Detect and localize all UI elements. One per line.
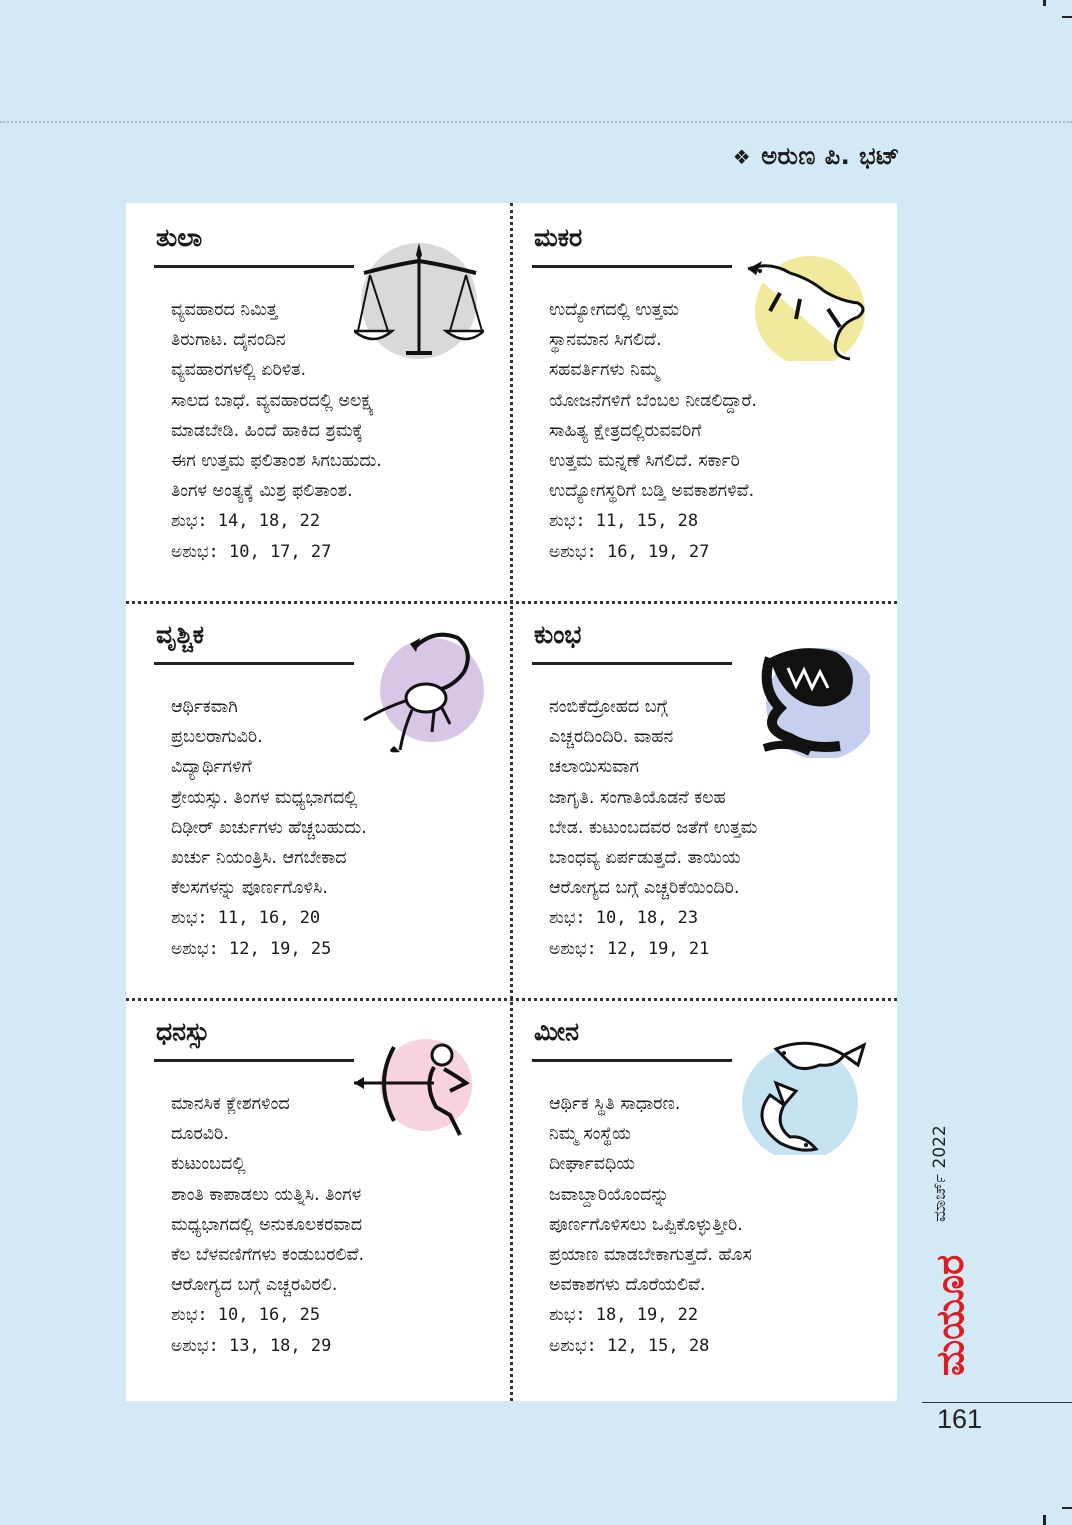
text-line: ಮಾಡಬೇಡಿ. ಹಿಂದೆ ಹಾಕಿದ ಶ್ರಮಕ್ಕೆ: [171, 420, 363, 441]
crop-mark-bottom: [1043, 1515, 1046, 1525]
text-line: ಶಾಂತಿ ಕಾಪಾಡಲು ಯತ್ನಿಸಿ. ತಿಂಗಳ: [171, 1184, 362, 1205]
title-underline: [154, 265, 354, 268]
text-line: ಬೇಡ. ಕುಟುಂಬದವರ ಜತೆಗೆ ಉತ್ತಮ: [549, 817, 758, 838]
author-name: ಅರುಣ ಪಿ. ಭಟ್: [761, 142, 900, 170]
ashubha-days: ಅಶುಭ: 10, 17, 27: [171, 541, 332, 562]
text-line: ಉತ್ತಮ ಮನ್ನಣೆ ಸಿಗಲಿದೆ. ಸರ್ಕಾರಿ: [549, 451, 740, 472]
page-number: 161: [937, 1404, 983, 1434]
text-line: ಉದ್ಯೋಗದಲ್ಲಿ ಉತ್ತಮ: [549, 300, 680, 320]
title-underline: [154, 1059, 354, 1062]
text-line: ಈಗ ಉತ್ತಮ ಫಲಿತಾಂಶ ಸಿಗಬಹುದು.: [171, 451, 382, 472]
sign-card-vrischika: [126, 600, 511, 998]
shubha-days: ಶುಭ: 11, 16, 20: [171, 908, 321, 929]
text-line: ಸಾಹಿತ್ಯ ಕ್ಷೇತ್ರದಲ್ಲಿರುವವರಿಗೆ: [549, 420, 702, 441]
text-line: ಕೆಲ ಬೆಳವಣಿಗೆಗಳು ಕಂಡುಬರಲಿವೆ.: [171, 1245, 365, 1266]
text-line: ಪೂರ್ಣಗೊಳಿಸಲು ಒಪ್ಪಿಕೊಳ್ಳುತ್ತೀರಿ.: [549, 1214, 743, 1235]
text-line: ಬಾಂಧವ್ಯ ಏರ್ಪಡುತ್ತದೆ. ತಾಯಿಯ: [549, 848, 741, 869]
title-underline: [154, 662, 354, 665]
sign-title: ವೃಶ್ಚಿಕ: [156, 620, 205, 649]
footer-rule: [922, 1402, 1072, 1403]
sign-title: ಮೀನ: [534, 1017, 580, 1046]
text-line: ದೀರ್ಘಾವಧಿಯ: [549, 1154, 636, 1175]
text-line: ದೂರವಿರಿ.: [171, 1124, 229, 1145]
text-line: ಜವಾಬ್ದಾರಿಯೊಂದನ್ನು: [549, 1184, 670, 1205]
ashubha-days: ಅಶುಭ: 12, 19, 21: [549, 938, 710, 959]
title-underline: [532, 1059, 732, 1062]
text-line: ಆರ್ಥಿಕವಾಗಿ: [171, 697, 238, 717]
text-line: ಜಾಗೃತಿ. ಸಂಗಾತಿಯೊಡನೆ ಕಲಹ: [549, 787, 726, 808]
text-line: ನಂಬಿಕೆದ್ರೋಹದ ಬಗ್ಗೆ: [549, 697, 668, 717]
sign-body: [549, 692, 879, 964]
text-line: ಖರ್ಚು ನಿಯಂತ್ರಿಸಿ. ಆಗಬೇಕಾದ: [171, 848, 347, 869]
text-line: ತಿಂಗಳ ಅಂತ್ಯಕ್ಕೆ ಮಿಶ್ರ ಫಲಿತಾಂಶ.: [171, 481, 353, 502]
issue-date: ಮಾರ್ಚ್ 2022: [930, 1125, 950, 1222]
text-line: ನಿಮ್ಮ ಸಂಸ್ಥೆಯ: [549, 1124, 631, 1145]
text-line: ವ್ಯವಹಾರದ ನಿಮಿತ್ತ: [171, 300, 278, 320]
text-line: ದಿಢೀರ್ ಖರ್ಚುಗಳು ಹೆಚ್ಚಬಹುದು.: [171, 817, 367, 838]
shubha-days: ಶುಭ: 18, 19, 22: [549, 1305, 699, 1326]
shubha-days: ಶುಭ: 10, 18, 23: [549, 908, 699, 929]
shubha-days: ಶುಭ: 10, 16, 25: [171, 1305, 321, 1326]
shubha-days: ಶುಭ: 14, 18, 22: [171, 511, 321, 532]
text-line: ಯೋಜನೆಗಳಿಗೆ ಬೆಂಬಲ ನೀಡಲಿದ್ದಾರೆ.: [549, 390, 757, 411]
header-dotted-divider: [0, 121, 1072, 123]
text-line: ವ್ಯವಹಾರಗಳಲ್ಲಿ ಏರಿಳಿತ.: [171, 360, 307, 381]
sign-body: [171, 295, 501, 567]
crop-mark-top-right: [1062, 16, 1072, 18]
sign-title: ಮಕರ: [534, 223, 583, 252]
ashubha-days: ಅಶುಭ: 13, 18, 29: [171, 1335, 332, 1356]
shubha-days: ಶುಭ: 11, 15, 28: [549, 511, 699, 532]
sign-card-kumbha: [512, 600, 897, 998]
text-line: ಉದ್ಯೋಗಸ್ಥರಿಗೆ ಬಡ್ತಿ ಅವಕಾಶಗಳಿವೆ.: [549, 481, 755, 502]
title-underline: [532, 662, 732, 665]
text-line: ತಿರುಗಾಟ. ದೈನಂದಿನ: [171, 330, 286, 351]
sign-title: ತುಲಾ: [156, 223, 203, 252]
ashubha-days: ಅಶುಭ: 16, 19, 27: [549, 541, 710, 562]
text-line: ಶ್ರೇಯಸ್ಸು. ತಿಂಗಳ ಮಧ್ಯಭಾಗದಲ್ಲಿ: [171, 787, 358, 808]
sign-title: ಧನಸ್ಸು: [156, 1017, 210, 1046]
magazine-logo: ಮಯೂರ: [928, 1254, 972, 1376]
author-byline: [733, 142, 900, 170]
text-line: ಸಾಲದ ಬಾಧೆ. ವ್ಯವಹಾರದಲ್ಲಿ ಅಲಕ್ಷ್ಯ: [171, 390, 374, 411]
text-line: ಆರೋಗ್ಯದ ಬಗ್ಗೆ ಎಚ್ಚರವಿರಲಿ.: [171, 1275, 338, 1296]
ashubha-days: ಅಶುಭ: 12, 19, 25: [171, 938, 332, 959]
sign-body: [549, 1089, 879, 1361]
text-line: ಮಾನಸಿಕ ಕ್ಲೇಶಗಳಿಂದ: [171, 1094, 290, 1114]
sign-body: [171, 1089, 501, 1361]
horoscope-panel: [126, 203, 897, 1401]
text-line: ಪ್ರಯಾಣ ಮಾಡಬೇಕಾಗುತ್ತದೆ. ಹೊಸ: [549, 1245, 752, 1266]
text-line: ಕುಟುಂಬದಲ್ಲಿ: [171, 1154, 246, 1175]
bullet-icon: ❖: [732, 145, 752, 169]
text-line: ಎಚ್ಚರದಿಂದಿರಿ. ವಾಹನ: [549, 727, 674, 748]
text-line: ಪ್ರಬಲರಾಗುವಿರಿ.: [171, 727, 263, 748]
crop-mark-bottom-right: [1062, 1507, 1072, 1509]
text-line: ಕೆಲಸಗಳನ್ನು ಪೂರ್ಣಗೊಳಿಸಿ.: [171, 878, 328, 899]
crop-mark-top: [1043, 0, 1046, 6]
text-line: ಅವಕಾಶಗಳು ದೊರೆಯಲಿವೆ.: [549, 1275, 706, 1296]
text-line: ಸಹವರ್ತಿಗಳು ನಿಮ್ಮ: [549, 360, 659, 381]
sign-card-meena: [512, 997, 897, 1395]
text-line: ಮಧ್ಯಭಾಗದಲ್ಲಿ ಅನುಕೂಲಕರವಾದ: [171, 1214, 363, 1235]
sign-card-dhanassu: [126, 997, 511, 1395]
sign-card-tula: [126, 203, 511, 601]
ashubha-days: ಅಶುಭ: 12, 15, 28: [549, 1335, 710, 1356]
title-underline: [532, 265, 732, 268]
text-line: ಚಲಾಯಿಸುವಾಗ: [549, 757, 640, 778]
text-line: ಆರೋಗ್ಯದ ಬಗ್ಗೆ ಎಚ್ಚರಿಕೆಯಿಂದಿರಿ.: [549, 878, 740, 899]
sign-card-makara: [512, 203, 897, 601]
sign-body: [171, 692, 501, 964]
sign-body: [549, 295, 879, 567]
text-line: ಆರ್ಥಿಕ ಸ್ಥಿತಿ ಸಾಧಾರಣ.: [549, 1094, 681, 1114]
sign-title: ಕುಂಭ: [534, 620, 582, 649]
text-line: ವಿದ್ಯಾರ್ಥಿಗಳಿಗೆ: [171, 757, 252, 778]
text-line: ಸ್ಥಾನಮಾನ ಸಿಗಲಿದೆ.: [549, 330, 662, 351]
